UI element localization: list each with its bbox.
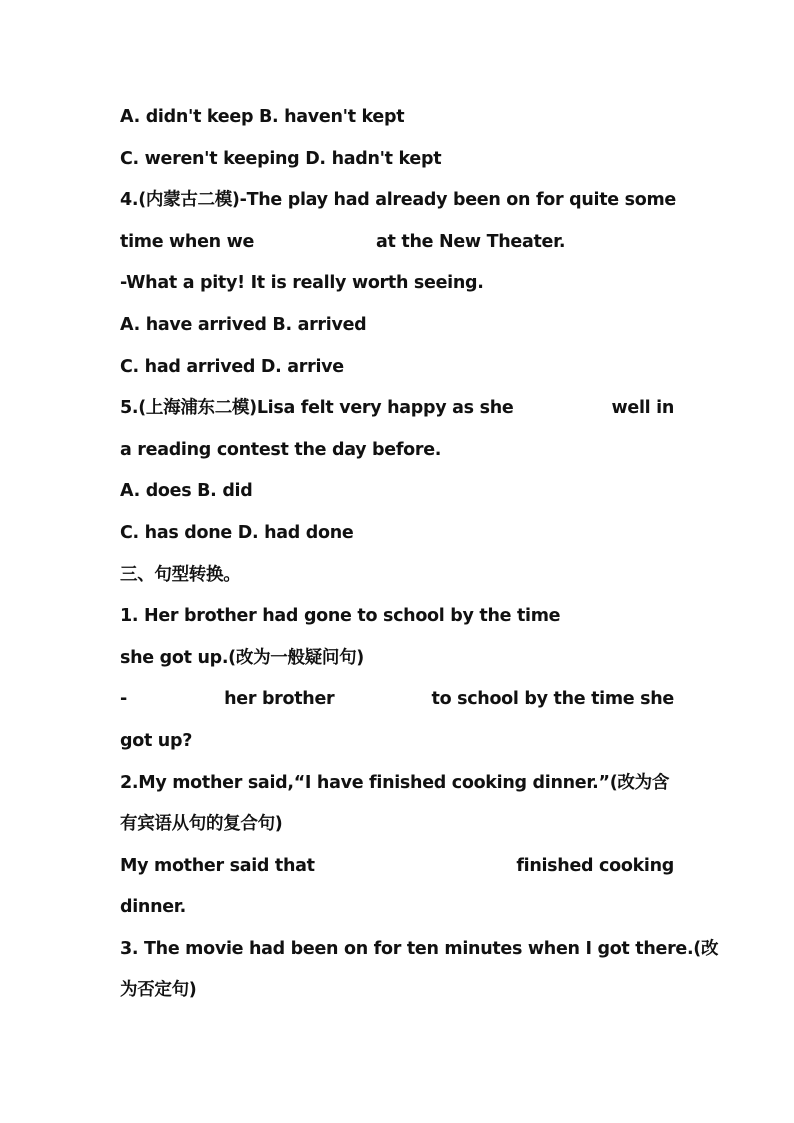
option-text: C. had arrived D. arrive xyxy=(120,356,344,377)
option-line xyxy=(120,97,674,139)
question-5-line xyxy=(120,430,674,472)
question-4-line xyxy=(120,180,674,222)
question-4-line xyxy=(120,222,674,264)
option-text: A. didn't keep B. haven't kept xyxy=(120,107,405,127)
question-text: at the New Theater. xyxy=(376,231,566,252)
exercise-text: 为否定句) xyxy=(120,980,197,1001)
exercise-2-answer-line xyxy=(120,846,674,888)
exercise-text: 1. Her brother had gone to school by the time xyxy=(120,606,561,627)
exercise-3-line xyxy=(120,970,674,1012)
exercise-text: - xyxy=(120,689,127,710)
option-line xyxy=(120,139,674,181)
question-4-text: 4.(内蒙古二模)-The play had already been on for quite some xyxy=(120,190,676,211)
dialogue-line xyxy=(120,263,674,305)
exercise-1-answer-line xyxy=(120,721,674,763)
option-line xyxy=(120,305,674,347)
exercise-text: 3. The movie had been on for ten minutes when I got there.(改 xyxy=(120,938,719,959)
question-text: time when we xyxy=(120,231,255,252)
option-text: C. weren't keeping D. hadn't kept xyxy=(120,148,442,169)
option-line xyxy=(120,347,674,389)
option-text: A. have arrived B. arrived xyxy=(120,314,367,335)
exercise-text: finished cooking xyxy=(516,855,674,876)
section-heading xyxy=(120,555,674,597)
exercise-text: her brother xyxy=(224,689,335,710)
exercise-1-line xyxy=(120,638,674,680)
option-line xyxy=(120,471,674,513)
exercise-text: 有宾语从句的复合句) xyxy=(120,814,283,835)
question-text: a reading contest the day before. xyxy=(120,439,442,460)
exercise-2-answer-line xyxy=(120,887,674,929)
exercise-1-line xyxy=(120,596,674,638)
option-text: A. does B. did xyxy=(120,481,253,502)
question-text: 5.(上海浦东二模)Lisa felt very happy as she xyxy=(120,398,514,419)
exercise-1-answer-line xyxy=(120,679,674,721)
section-heading-text: 三、句型转换。 xyxy=(120,564,241,585)
option-text: C. has done D. had done xyxy=(120,522,354,543)
dialogue-text: -What a pity! It is really worth seeing. xyxy=(120,273,484,294)
option-line xyxy=(120,513,674,555)
question-5-line xyxy=(120,388,674,430)
exercise-2-line xyxy=(120,804,674,846)
document-page xyxy=(120,97,719,1012)
exercise-3-line xyxy=(120,929,719,971)
exercise-text: to school by the time she xyxy=(431,689,674,710)
exercise-text: dinner. xyxy=(120,897,186,918)
exercise-2-line xyxy=(120,763,674,805)
question-text: well in xyxy=(611,398,674,419)
exercise-text: 2.My mother said,“I have finished cooking dinner.”(改为含 xyxy=(120,772,670,793)
exercise-text: got up? xyxy=(120,730,193,751)
exercise-text: My mother said that xyxy=(120,855,315,876)
exercise-text: she got up.(改为一般疑问句) xyxy=(120,647,364,668)
